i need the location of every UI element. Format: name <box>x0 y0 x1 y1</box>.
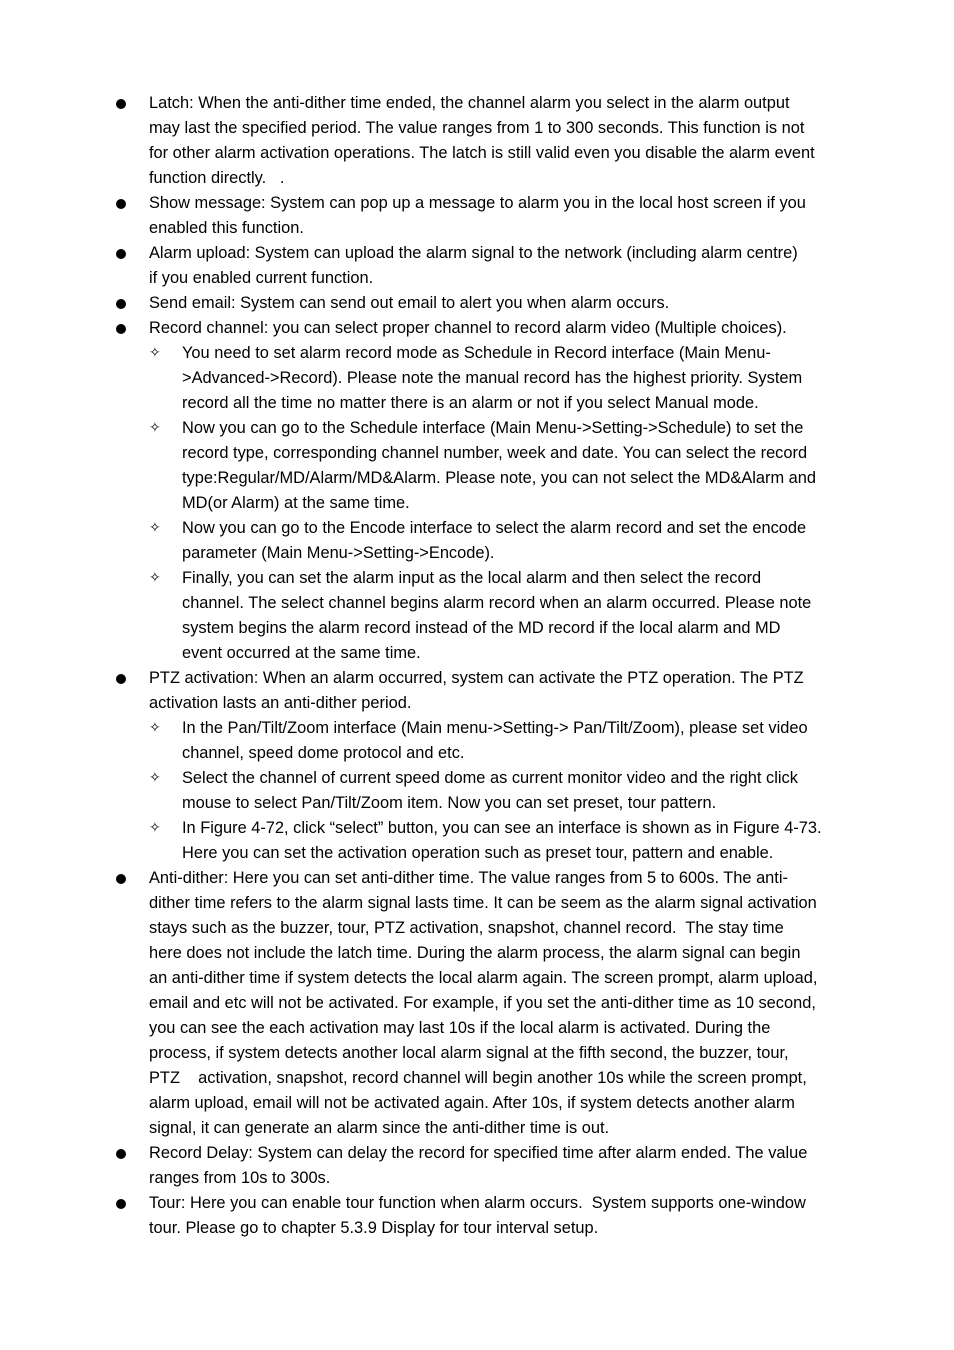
diamond-star-bullet-icon: ✧ <box>149 345 161 361</box>
text-line: process, if system detects another local alarm signal at the fifth second, the buzzer, tour, <box>149 1044 789 1062</box>
sub-bullet-item <box>0 766 872 816</box>
sub-bullet-item <box>0 716 872 766</box>
text-line: channel. The select channel begins alarm record when an alarm occurred. Please note <box>182 594 812 612</box>
text-line: Now you can go to the Schedule interface (Main Menu->Setting->Schedule) to set the <box>182 419 804 437</box>
bullet-text <box>149 1141 869 1191</box>
text-line: enabled this function. <box>149 219 304 237</box>
bullet-dot-icon <box>116 674 126 684</box>
sub-bullet-item <box>0 341 872 416</box>
text-line: PTZ activation, snapshot, record channel will begin another 10s while the screen prompt, <box>149 1069 807 1087</box>
text-line: stays such as the buzzer, tour, PTZ activation, snapshot, channel record. The stay time <box>149 919 784 937</box>
text-line: channel, speed dome protocol and etc. <box>182 744 465 762</box>
text-line: event occurred at the same time. <box>182 644 421 662</box>
text-line: if you enabled current function. <box>149 269 374 287</box>
text-line: system begins the alarm record instead of the MD record if the local alarm and MD <box>182 619 781 637</box>
bullet-text <box>149 666 869 716</box>
diamond-star-bullet-icon: ✧ <box>149 520 161 536</box>
text-line: Show message: System can pop up a message to alarm you in the local host screen if you <box>149 194 806 212</box>
text-line: an anti-dither time if system detects the local alarm again. The screen prompt, alarm upload, <box>149 969 818 987</box>
text-line: you can see the each activation may last 10s if the local alarm is activated. During the <box>149 1019 771 1037</box>
sub-bullet-item <box>0 816 872 866</box>
bullet-text <box>149 1191 869 1241</box>
document-body <box>0 91 954 1241</box>
bullet-dot-icon <box>116 874 126 884</box>
text-line: Here you can set the activation operation such as preset tour, pattern and enable. <box>182 844 774 862</box>
text-line: dither time refers to the alarm signal lasts time. It can be seem as the alarm signal activation <box>149 894 817 912</box>
bullet-text <box>182 716 872 766</box>
text-line: signal, it can generate an alarm since the anti-dither time is out. <box>149 1119 610 1137</box>
sub-bullet-item <box>0 416 872 516</box>
bullet-item <box>0 316 869 341</box>
text-line: You need to set alarm record mode as Schedule in Record interface (Main Menu- <box>182 344 771 362</box>
diamond-star-bullet-icon: ✧ <box>149 420 161 436</box>
bullet-item <box>0 291 869 316</box>
bullet-dot-icon <box>116 1199 126 1209</box>
text-line: mouse to select Pan/Tilt/Zoom item. Now you can set preset, tour pattern. <box>182 794 717 812</box>
text-line: type:Regular/MD/Alarm/MD&Alarm. Please note, you can not select the MD&Alarm and <box>182 469 817 487</box>
text-line: activation lasts an anti-dither period. <box>149 694 412 712</box>
diamond-star-bullet-icon: ✧ <box>149 770 161 786</box>
bullet-item <box>0 241 869 291</box>
bullet-text <box>149 291 869 316</box>
bullet-text <box>149 866 869 1141</box>
bullet-text <box>149 316 869 341</box>
text-line: alarm upload, email will not be activated again. After 10s, if system detects another alarm <box>149 1094 795 1112</box>
text-line: record type, corresponding channel number, week and date. You can select the record <box>182 444 808 462</box>
bullet-text <box>182 341 872 416</box>
bullet-text <box>182 416 872 516</box>
text-line: ranges from 10s to 300s. <box>149 1169 331 1187</box>
text-line: Select the channel of current speed dome as current monitor video and the right click <box>182 769 798 787</box>
bullet-item <box>0 191 869 241</box>
bullet-dot-icon <box>116 324 126 334</box>
bullet-text <box>182 816 872 866</box>
bullet-item <box>0 91 869 191</box>
text-line: record all the time no matter there is an alarm or not if you select Manual mode. <box>182 394 759 412</box>
bullet-text <box>182 516 872 566</box>
text-line: Anti-dither: Here you can set anti-dither time. The value ranges from 5 to 600s. The anti- <box>149 869 788 887</box>
text-line: MD(or Alarm) at the same time. <box>182 494 410 512</box>
bullet-dot-icon <box>116 99 126 109</box>
bullet-text <box>149 91 869 191</box>
text-line: Latch: When the anti-dither time ended, the channel alarm you select in the alarm output <box>149 94 790 112</box>
text-line: may last the specified period. The value ranges from 1 to 300 seconds. This function is not <box>149 119 805 137</box>
text-line: parameter (Main Menu->Setting->Encode). <box>182 544 495 562</box>
bullet-text <box>149 241 869 291</box>
bullet-dot-icon <box>116 299 126 309</box>
bullet-dot-icon <box>116 249 126 259</box>
text-line: Send email: System can send out email to alert you when alarm occurs. <box>149 294 670 312</box>
text-line: Tour: Here you can enable tour function when alarm occurs. System supports one-window <box>149 1194 806 1212</box>
text-line: In the Pan/Tilt/Zoom interface (Main menu->Setting-> Pan/Tilt/Zoom), please set video <box>182 719 808 737</box>
bullet-dot-icon <box>116 199 126 209</box>
bullet-item <box>0 866 869 1141</box>
text-line: >Advanced->Record). Please note the manual record has the highest priority. System <box>182 369 803 387</box>
sub-bullet-item <box>0 566 872 666</box>
text-line: In Figure 4-72, click “select” button, you can see an interface is shown as in Figure 4-73. <box>182 819 822 837</box>
text-line: PTZ activation: When an alarm occurred, system can activate the PTZ operation. The PTZ <box>149 669 804 687</box>
text-line: for other alarm activation operations. The latch is still valid even you disable the alarm event <box>149 144 815 162</box>
text-line: Finally, you can set the alarm input as the local alarm and then select the record <box>182 569 762 587</box>
bullet-text <box>182 766 872 816</box>
diamond-star-bullet-icon: ✧ <box>149 720 161 736</box>
diamond-star-bullet-icon: ✧ <box>149 570 161 586</box>
bullet-dot-icon <box>116 1149 126 1159</box>
bullet-text <box>182 566 872 666</box>
bullet-item <box>0 666 869 716</box>
text-line: here does not include the latch time. During the alarm process, the alarm signal can begin <box>149 944 801 962</box>
bullet-item <box>0 1141 869 1191</box>
bullet-item <box>0 1191 869 1241</box>
text-line: Record Delay: System can delay the record for specified time after alarm ended. The value <box>149 1144 808 1162</box>
sub-bullet-item <box>0 516 872 566</box>
diamond-star-bullet-icon: ✧ <box>149 820 161 836</box>
text-line: function directly. . <box>149 169 285 187</box>
text-line: tour. Please go to chapter 5.3.9 Display for tour interval setup. <box>149 1219 599 1237</box>
text-line: Record channel: you can select proper channel to record alarm video (Multiple choices). <box>149 319 787 337</box>
text-line: Now you can go to the Encode interface to select the alarm record and set the encode <box>182 519 807 537</box>
text-line: Alarm upload: System can upload the alarm signal to the network (including alarm centre) <box>149 244 798 262</box>
bullet-text <box>149 191 869 241</box>
text-line: email and etc will not be activated. For example, if you set the anti-dither time as 10 second, <box>149 994 816 1012</box>
